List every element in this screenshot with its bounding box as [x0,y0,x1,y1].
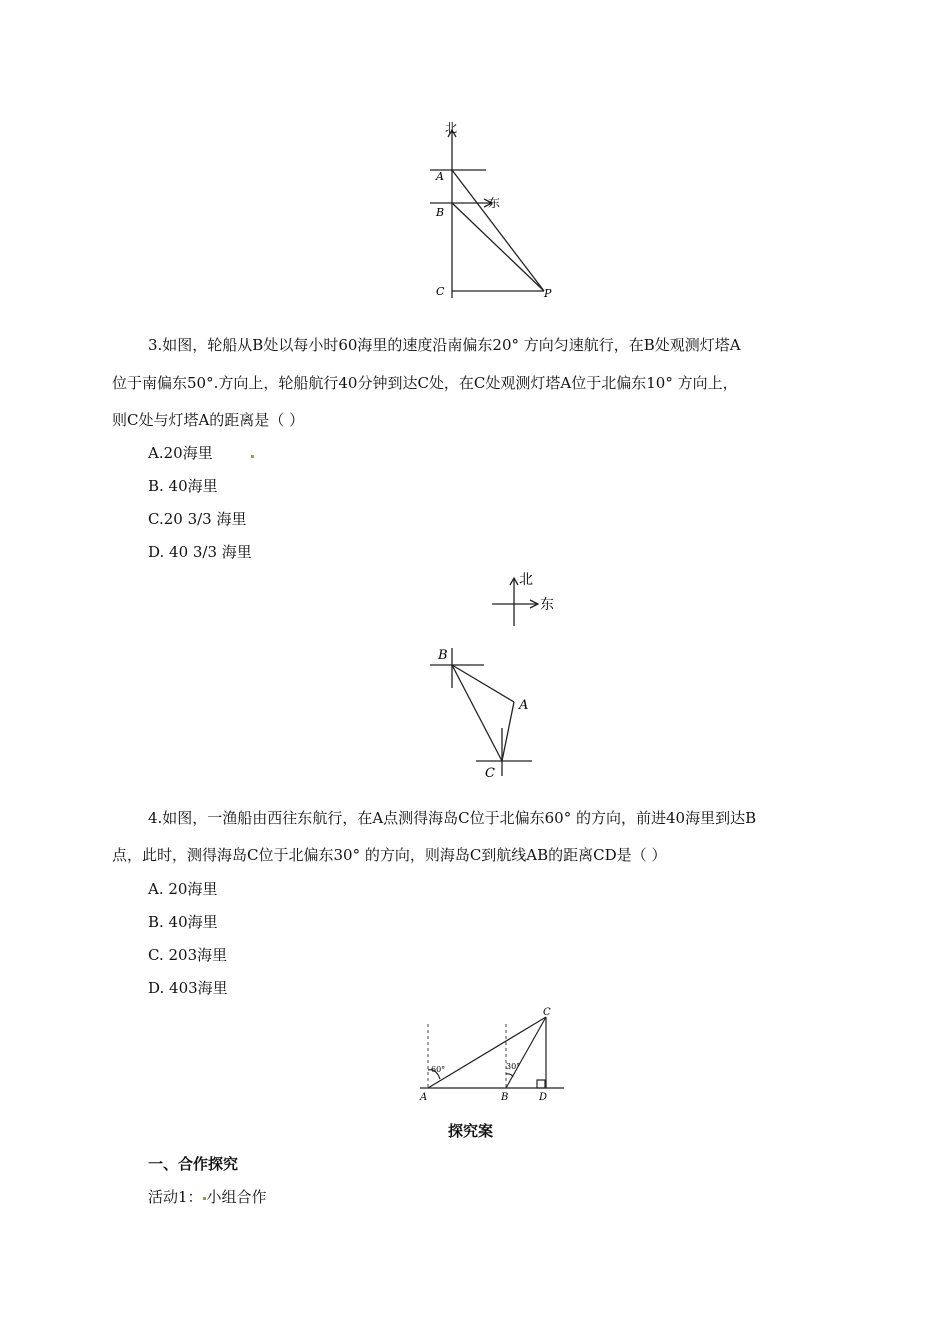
fig1-label-a: A [436,170,444,183]
fig3-label-a: A [420,1092,428,1103]
fig1-north-label: 北 [445,121,458,135]
fig1-label-p: P [544,287,552,300]
section-title: 探究案 [448,1122,494,1140]
fig3-label-c: C [543,1007,551,1018]
q4-option-d: D. 403海里 [148,979,228,997]
q4-option-a: A. 20海里 [148,880,218,898]
fig1-label-b: B [436,206,445,219]
q4-line-1: 4.如图，一渔船由西往东航行，在A点测得海岛C位于北偏东60° 的方向，前进40海里到达B [148,809,757,827]
fig2-east-label: 东 [540,597,554,613]
fig2-label-a: A [519,698,529,713]
q4-option-b: B. 40海里 [148,913,218,931]
fig2-north-label: 北 [519,572,533,588]
q3-line-2a: 位于南偏东50° [112,374,214,392]
fig3-label-d: D [539,1092,548,1103]
fig2-label-b: B [438,648,448,663]
q3-line-2 [112,373,738,393]
activity-label: 活动1： [148,1188,203,1206]
figure-3-diagram [412,1004,572,1104]
q3-option-b: B. 40海里 [148,477,218,495]
activity-text: 小组合作 [206,1188,267,1206]
figure-1-diagram [420,118,570,308]
fig2-label-c: C [485,766,495,781]
q3-line-3: 则C处与灯塔A的距离是（ ） [112,411,305,429]
q3-option-d: D. 40 3/3 海里 [148,543,252,561]
q4-line-2: 点，此时，测得海岛C位于北偏东30° 的方向，则海岛C到航线AB的距离CD是（ ） [112,846,667,864]
fig3-angle-b: 30° [506,1062,521,1071]
fig3-label-b: B [501,1092,509,1103]
fig1-east-label: 东 [488,196,501,210]
fig1-label-c: C [436,285,445,298]
q3-option-a: A.20海里 [148,444,213,462]
q3-line-2b: .方向上，轮船航行40分钟到达C处，在C处观测灯塔A位于北偏东10° 方向上， [213,374,738,392]
figure-2-diagram [420,566,570,784]
section-heading: 一、合作探究 [148,1155,239,1173]
q3-dot-mark [251,455,254,458]
q4-option-c: C. 203海里 [148,946,228,964]
activity-line [148,1187,267,1207]
q3-option-c: C.20 3/3 海里 [148,510,247,528]
q3-line-1: 3.如图，轮船从B处以每小时60海里的速度沿南偏东20° 方向匀速航行，在B处观测灯塔A [148,336,741,354]
fig3-angle-a: 60° [431,1065,446,1074]
activity-dot-mark [203,1197,206,1200]
